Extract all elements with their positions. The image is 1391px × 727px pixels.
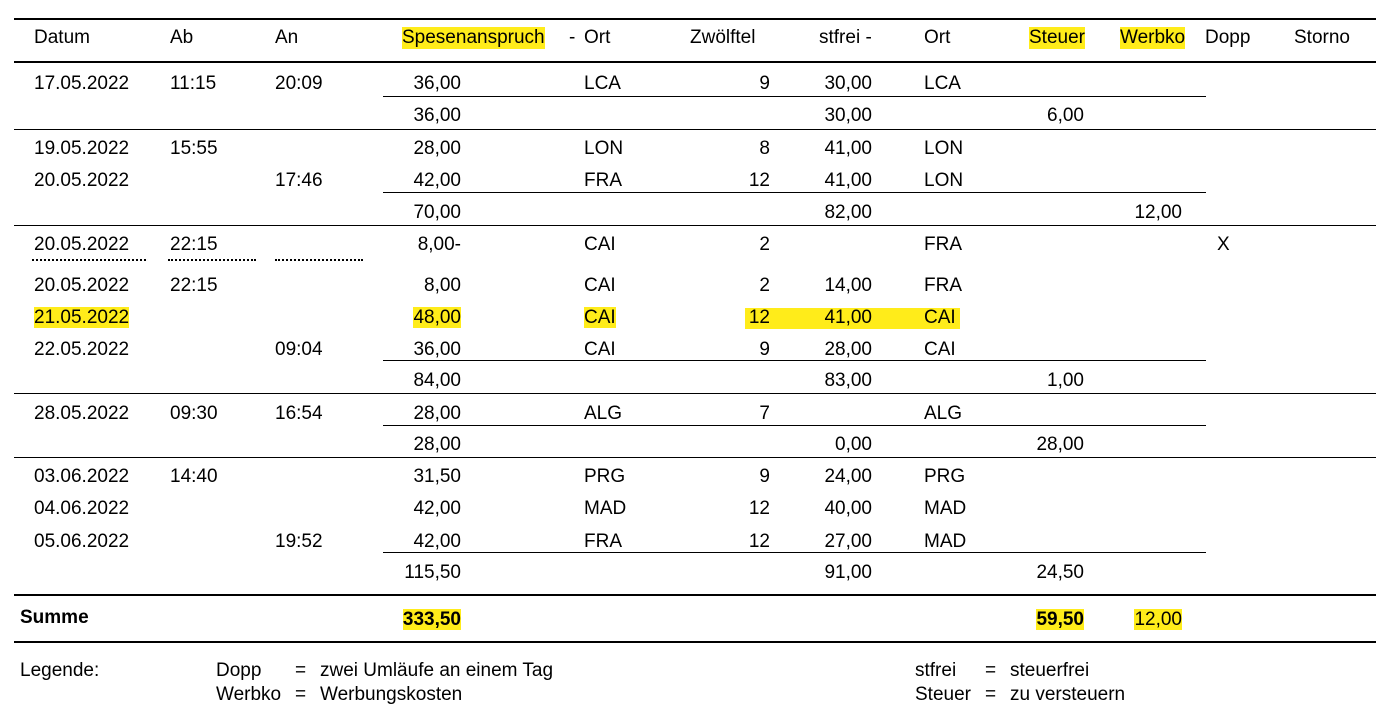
subtotal-rule <box>383 360 1206 361</box>
subtotal-rule <box>383 552 1206 553</box>
cell-ab: 22:15 <box>170 234 218 255</box>
cell-stfrei: 24,00 <box>824 466 872 487</box>
subtotal-steuer: 6,00 <box>1047 105 1084 126</box>
cell-zwoelftel: 12 <box>748 498 770 519</box>
col-header-datum: Datum <box>34 27 90 48</box>
cell-ab: 11:15 <box>170 73 217 94</box>
summe-top-rule <box>14 594 1376 596</box>
legend-value-steuer: zu versteuern <box>1010 684 1126 705</box>
cell-ort: LON <box>584 138 624 159</box>
legend-key-werbko: Werbko <box>216 684 282 705</box>
cell-ab: 15:55 <box>170 138 218 159</box>
cell-ort: ALG <box>584 403 623 424</box>
col-header-ort2: Ort <box>924 27 951 48</box>
cell-spesen: 36,00 <box>413 73 461 94</box>
summe-label: Summe <box>20 607 89 628</box>
cell-zwoelftel: 7 <box>759 403 770 424</box>
cell-spesen: 8,00 <box>424 275 461 296</box>
summe-steuer-value: 59,50 <box>1036 609 1084 630</box>
cell-spesen-value: 48,00 <box>413 307 461 328</box>
subtotal-spesen: 84,00 <box>413 370 461 391</box>
subtotal-stfrei: 82,00 <box>824 202 872 223</box>
cell-spesen <box>380 307 461 329</box>
col-header-werbko: Werbko <box>1120 27 1186 48</box>
legend-value-stfrei: steuerfrei <box>1010 660 1090 681</box>
cell-datum: 04.06.2022 <box>34 498 130 519</box>
cell-stfrei: 41,00 <box>824 138 872 159</box>
subtotal-stfrei: 91,00 <box>824 562 872 583</box>
cell-spesen: 42,00 <box>413 531 461 552</box>
cell-datum: 20.05.2022 <box>34 275 130 296</box>
col-header-ort: Ort <box>584 27 611 48</box>
cell-ort: MAD <box>584 498 627 519</box>
cell-ab: 14:40 <box>170 466 218 487</box>
cell-ort: CAI <box>584 339 616 360</box>
cell-zwoelftel: 9 <box>759 339 770 360</box>
summe-spesen-value: 333,50 <box>402 609 461 630</box>
cell-spesen: 8,00- <box>417 234 461 255</box>
top-rule <box>14 18 1376 20</box>
subtotal-steuer: 1,00 <box>1047 370 1084 391</box>
legend-key-stfrei: stfrei <box>915 660 957 681</box>
cell-spesen: 42,00 <box>413 170 461 191</box>
group-rule <box>14 225 1376 226</box>
col-header-dash: - <box>569 27 576 48</box>
cell-spesen: 28,00 <box>413 403 461 424</box>
cell-stfrei: 40,00 <box>824 498 872 519</box>
cell-ort2: FRA <box>924 234 962 255</box>
subtotal-steuer: 24,50 <box>1036 562 1084 583</box>
cell-ort2: MAD <box>924 531 967 552</box>
summe-bottom-rule <box>14 641 1376 643</box>
cell-datum: 19.05.2022 <box>34 138 130 159</box>
cell-an: 19:52 <box>275 531 323 552</box>
subtotal-rule <box>383 425 1206 426</box>
cell-stfrei: 30,00 <box>824 73 872 94</box>
cell-stfrei: 41,00 <box>824 170 872 191</box>
cell-datum: 17.05.2022 <box>34 73 130 94</box>
summe-steuer <box>990 609 1084 631</box>
cell-ort: PRG <box>584 466 626 487</box>
cell-zwoelftel: 8 <box>759 138 770 159</box>
cell-an: 16:54 <box>275 403 323 424</box>
cell-ab: 22:15 <box>170 275 218 296</box>
cell-datum: 22.05.2022 <box>34 339 130 360</box>
cell-spesen: 42,00 <box>413 498 461 519</box>
subtotal-steuer: 28,00 <box>1036 434 1084 455</box>
summe-werbko <box>1090 609 1182 631</box>
cell-ort2: ALG <box>924 403 963 424</box>
cell-zwoelftel: 12 <box>748 531 770 552</box>
cell-zwoelftel: 2 <box>759 275 770 296</box>
cell-ort2: LCA <box>924 73 961 94</box>
cell-stfrei: 14,00 <box>824 275 872 296</box>
cell-dopp: X <box>1217 234 1230 255</box>
cell-zwoelftel: 12 <box>748 307 770 328</box>
cell-ort2: CAI <box>924 307 956 328</box>
cell-ort2: PRG <box>924 466 966 487</box>
legend-value-werbko: Werbungskosten <box>320 684 463 705</box>
cell-ort2: FRA <box>924 275 962 296</box>
cell-ort: FRA <box>584 170 622 191</box>
subtotal-spesen: 70,00 <box>413 202 461 223</box>
cell-ab: 09:30 <box>170 403 218 424</box>
cell-zwoelftel: 12 <box>748 170 770 191</box>
group-rule <box>14 457 1376 458</box>
subtotal-stfrei: 30,00 <box>824 105 872 126</box>
legend-eq-werbko: = <box>295 684 307 705</box>
subtotal-stfrei: 83,00 <box>824 370 872 391</box>
subtotal-spesen: 28,00 <box>413 434 461 455</box>
cell-zwoelftel: 9 <box>759 73 770 94</box>
cell-ort2: CAI <box>924 339 956 360</box>
subtotal-werbko: 12,00 <box>1134 202 1182 223</box>
subtotal-rule <box>383 192 1206 193</box>
col-header-stfrei: stfrei - <box>819 27 872 48</box>
col-header-an: An <box>275 27 299 48</box>
cell-datum: 20.05.2022 <box>34 234 130 255</box>
cell-zwoelftel: 9 <box>759 466 770 487</box>
cell-ort: FRA <box>584 531 622 552</box>
cell-datum <box>34 307 129 329</box>
cell-ort <box>584 307 616 329</box>
cell-datum: 28.05.2022 <box>34 403 130 424</box>
col-header-spesenanspruch: Spesenanspruch <box>402 27 545 48</box>
cell-ort: CAI <box>584 234 616 255</box>
legend-eq-stfrei: = <box>985 660 997 681</box>
cell-stfrei: 28,00 <box>824 339 872 360</box>
cell-an: 09:04 <box>275 339 323 360</box>
cell-datum-value: 21.05.2022 <box>34 307 130 328</box>
group-rule <box>14 129 1376 130</box>
col-header-ab: Ab <box>170 27 194 48</box>
cell-ort: LCA <box>584 73 621 94</box>
storno-dotline <box>32 259 146 261</box>
summe-spesen <box>380 609 461 631</box>
legend-value-dopp: zwei Umläufe an einem Tag <box>320 660 554 681</box>
cell-datum: 20.05.2022 <box>34 170 130 191</box>
legend-key-steuer: Steuer <box>915 684 971 705</box>
subtotal-spesen: 36,00 <box>413 105 461 126</box>
cell-datum: 05.06.2022 <box>34 531 130 552</box>
cell-zwoelftel: 2 <box>759 234 770 255</box>
legend-eq-dopp: = <box>295 660 307 681</box>
cell-ort2: MAD <box>924 498 967 519</box>
cell-stfrei: 27,00 <box>824 531 872 552</box>
legend-title: Legende: <box>20 660 100 681</box>
col-header-dopp: Dopp <box>1205 27 1251 48</box>
storno-dotline <box>275 259 363 261</box>
cell-ort: CAI <box>584 275 616 296</box>
group-rule <box>14 393 1376 394</box>
col-header-steuer: Steuer <box>1029 27 1085 48</box>
cell-an: 17:46 <box>275 170 323 191</box>
storno-dotline <box>168 259 256 261</box>
cell-spesen: 31,50 <box>413 466 461 487</box>
legend-key-dopp: Dopp <box>216 660 262 681</box>
summe-werbko-value: 12,00 <box>1134 609 1182 630</box>
cell-stfrei: 41,00 <box>824 307 872 328</box>
cell-ort-value: CAI <box>584 307 616 328</box>
legend-eq-steuer: = <box>985 684 997 705</box>
header-rule <box>14 61 1376 63</box>
cell-spesen: 36,00 <box>413 339 461 360</box>
subtotal-rule <box>383 96 1206 97</box>
cell-spesen: 28,00 <box>413 138 461 159</box>
cell-ort2: LON <box>924 170 964 191</box>
cell-ort2: LON <box>924 138 964 159</box>
col-header-storno: Storno <box>1294 27 1350 48</box>
cell-an: 20:09 <box>275 73 323 94</box>
cell-datum: 03.06.2022 <box>34 466 130 487</box>
col-header-zwoelftel: Zwölftel <box>690 27 756 48</box>
subtotal-spesen: 115,50 <box>404 562 461 583</box>
subtotal-stfrei: 0,00 <box>835 434 872 455</box>
